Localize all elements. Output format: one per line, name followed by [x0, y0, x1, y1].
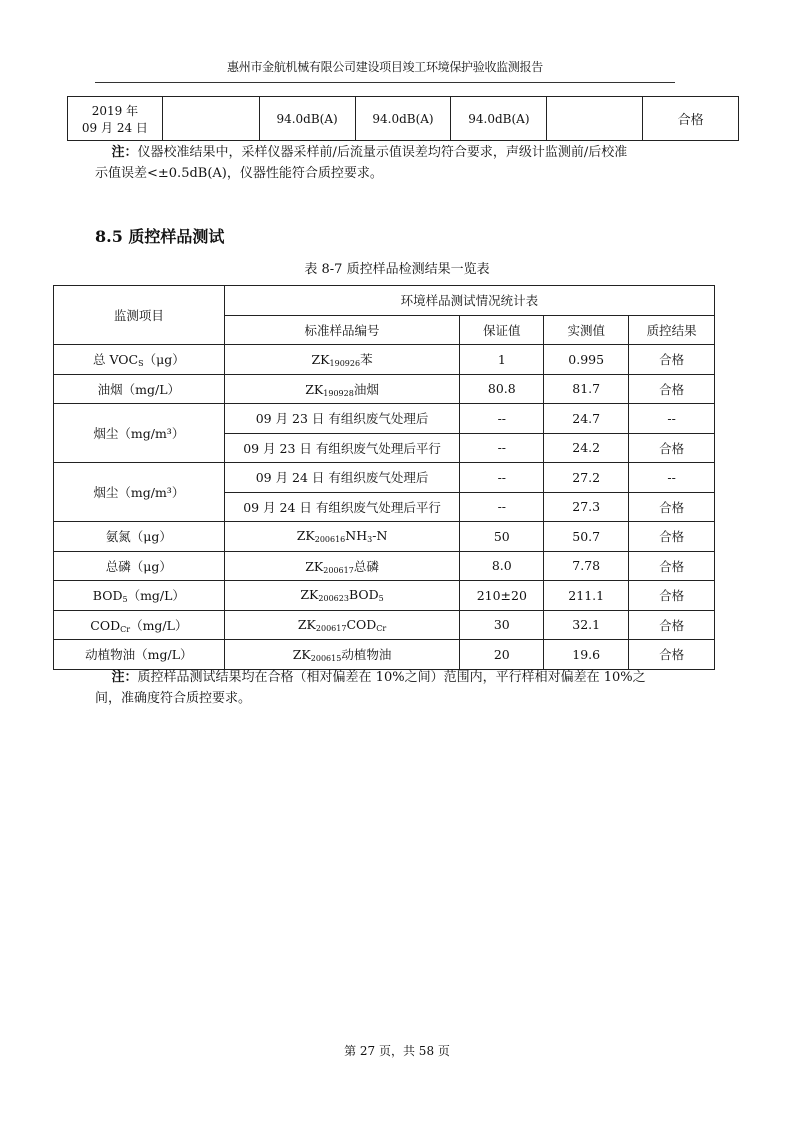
table-cell	[162, 97, 259, 141]
item-cell: 烟尘（mg/m³）	[54, 404, 225, 463]
header-group: 环境样品测试情况统计表	[224, 286, 714, 316]
date-year: 2019 年	[91, 103, 139, 118]
header-item: 监测项目	[54, 286, 225, 345]
result-cell: 合格	[629, 433, 715, 463]
note-text: 仪器校准结果中，采样仪器采样前/后流量示值误差均符合要求，声级计监测前/后校准	[137, 145, 628, 160]
code-cell: $ZK_{200616}NH_3-N$	[224, 522, 460, 552]
guaranteed-cell: 20	[460, 640, 544, 670]
item-cell: 油烟（mg/L）	[54, 374, 225, 404]
guaranteed-cell: 8.0	[460, 551, 544, 581]
table-row	[54, 345, 715, 375]
desc-cell: 09 月 23 日 有组织废气处理后	[224, 404, 460, 434]
code-cell: $ZK_{200617}COD_{Cr}$	[224, 610, 460, 640]
calibration-table-continued	[67, 96, 739, 141]
code-cell: $ZK_{190928}$油烟	[224, 374, 460, 404]
table-row	[54, 374, 715, 404]
desc-cell: 09 月 23 日 有组织废气处理后平行	[224, 433, 460, 463]
qc-note	[95, 667, 695, 709]
date-day: 09 月 24 日	[81, 120, 148, 135]
guaranteed-cell: 210±20	[460, 581, 544, 611]
result-cell: 合格	[629, 492, 715, 522]
table-row	[54, 610, 715, 640]
guaranteed-cell: --	[460, 463, 544, 493]
note-label: 注：	[111, 145, 138, 160]
date-cell	[68, 97, 163, 141]
result-cell: 合格	[629, 640, 715, 670]
table-row	[54, 640, 715, 670]
measured-cell: 211.1	[544, 581, 629, 611]
desc-cell: 09 月 24 日 有组织废气处理后平行	[224, 492, 460, 522]
item-cell: 总磷（μg）	[54, 551, 225, 581]
note-line: 间，准确度符合质控要求。	[95, 691, 252, 706]
measured-cell: 50.7	[544, 522, 629, 552]
measured-cell: 7.78	[544, 551, 629, 581]
measured-cell: 27.3	[544, 492, 629, 522]
measured-cell: 81.7	[544, 374, 629, 404]
note-text: 质控样品测试结果均在合格（相对偏差在 10%之间）范围内，平行样相对偏差在 10%之	[137, 670, 646, 685]
measured-cell: 0.995	[544, 345, 629, 375]
header-qc-result: 质控结果	[629, 315, 715, 345]
result-cell: 合格	[643, 97, 739, 141]
result-cell: --	[629, 463, 715, 493]
header-measured: 实测值	[544, 315, 629, 345]
guaranteed-cell: 30	[460, 610, 544, 640]
guaranteed-cell: --	[460, 433, 544, 463]
table-cell	[547, 97, 643, 141]
code-cell: $ZK_{190926}$苯	[224, 345, 460, 375]
guaranteed-cell: --	[460, 404, 544, 434]
table-row	[54, 551, 715, 581]
page-footer: 第 27 页，共 58 页	[344, 1044, 450, 1058]
measured-cell: 24.2	[544, 433, 629, 463]
table-row	[54, 463, 715, 493]
code-cell: $ZK_{200615}$动植物油	[224, 640, 460, 670]
result-cell: 合格	[629, 374, 715, 404]
note-line	[95, 142, 695, 163]
guaranteed-cell: 80.8	[460, 374, 544, 404]
guaranteed-cell: 1	[460, 345, 544, 375]
result-cell: --	[629, 404, 715, 434]
code-cell: $ZK_{200623}BOD_5$	[224, 581, 460, 611]
table-cell: 94.0dB(A)	[355, 97, 451, 141]
item-cell: 烟尘（mg/m³）	[54, 463, 225, 522]
result-cell: 合格	[629, 522, 715, 552]
measured-cell: 27.2	[544, 463, 629, 493]
result-cell: 合格	[629, 581, 715, 611]
guaranteed-cell: 50	[460, 522, 544, 552]
header-rule	[95, 82, 675, 83]
page-header-title: 惠州市金航机械有限公司建设项目竣工环境保护验收监测报告	[227, 60, 543, 74]
header-sample-no: 标准样品编号	[224, 315, 460, 345]
desc-cell: 09 月 24 日 有组织废气处理后	[224, 463, 460, 493]
table-row	[54, 522, 715, 552]
note-line: 示值误差<±0.5dB(A)，仪器性能符合质控要求。	[95, 166, 383, 181]
guaranteed-cell: --	[460, 492, 544, 522]
header-guaranteed: 保证值	[460, 315, 544, 345]
table-row	[68, 97, 739, 141]
code-cell: $ZK_{200617}$总磷	[224, 551, 460, 581]
table-header-row	[54, 286, 715, 316]
measured-cell: 32.1	[544, 610, 629, 640]
qc-sample-table	[53, 285, 715, 670]
table-cell: 94.0dB(A)	[259, 97, 355, 141]
calibration-note	[95, 142, 695, 184]
item-cell: 动植物油（mg/L）	[54, 640, 225, 670]
result-cell: 合格	[629, 610, 715, 640]
result-cell: 合格	[629, 345, 715, 375]
item-cell: $BOD_5(mg/L)$	[54, 581, 225, 611]
table-row	[54, 404, 715, 434]
item-cell: 总 $VOC_S(\mu g)$	[54, 345, 225, 375]
note-label: 注：	[111, 670, 138, 685]
section-title: 8.5 质控样品测试	[95, 227, 225, 246]
table-caption: 表 8-7 质控样品检测结果一览表	[304, 262, 490, 277]
result-cell: 合格	[629, 551, 715, 581]
note-line	[95, 667, 695, 688]
item-cell: 氨氮（μg）	[54, 522, 225, 552]
table-row	[54, 581, 715, 611]
item-cell: $COD_{Cr}(mg/L)$	[54, 610, 225, 640]
measured-cell: 24.7	[544, 404, 629, 434]
table-cell: 94.0dB(A)	[451, 97, 547, 141]
measured-cell: 19.6	[544, 640, 629, 670]
